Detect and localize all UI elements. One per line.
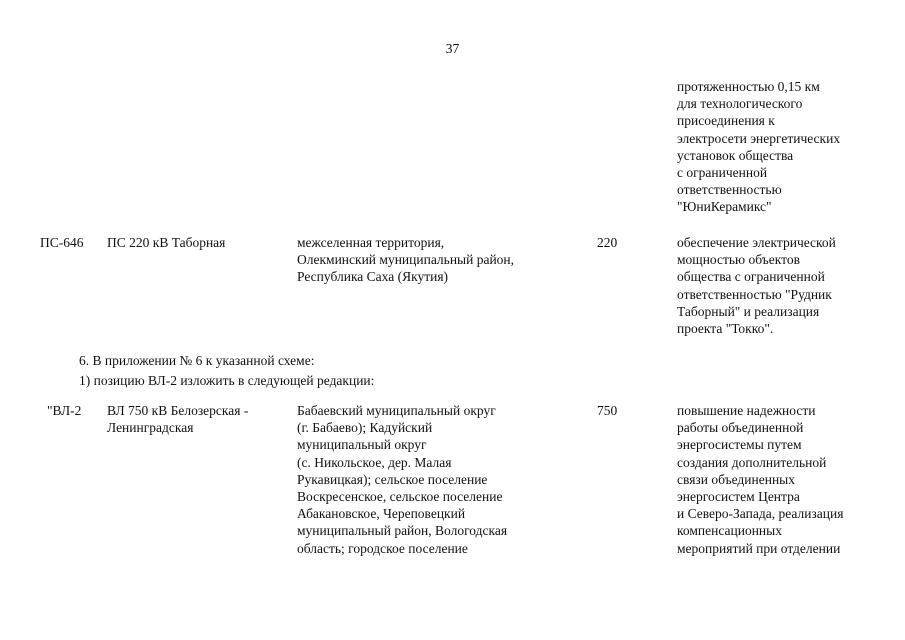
purpose-line: обеспечение электрической [677, 235, 836, 250]
continuation-purpose-cell [677, 78, 840, 216]
purpose-line: электросети энергетических [677, 130, 841, 146]
purpose-line: мероприятий при отделении [677, 540, 841, 556]
purpose-line: протяженностью 0,15 км [677, 79, 820, 94]
location-line: Рукавицкая); сельское поселение [297, 471, 488, 487]
location-line: область; городское поселение [297, 540, 468, 556]
purpose-line: общества с ограниченной [677, 269, 825, 285]
purpose-line: ответственностью "Рудник [677, 286, 832, 302]
row-vl2-name [107, 402, 248, 436]
purpose-line: установок общества [677, 147, 794, 163]
paragraph-appendix-6: 6. В приложении № 6 к указанной схеме: [79, 353, 315, 368]
location-line: Абакановское, Череповецкий [297, 506, 466, 522]
purpose-line: с ограниченной [677, 165, 768, 181]
location-line: (с. Никольское, дер. Малая [297, 454, 452, 470]
location-line: межселенная территория, [297, 235, 445, 250]
purpose-line: повышение надежности [677, 403, 816, 418]
name-line: Ленинградская [107, 420, 194, 436]
name-line: ПС 220 кВ Таборная [107, 235, 226, 250]
purpose-line: связи объединенных [677, 471, 795, 487]
purpose-line: и Северо-Запада, реализация [677, 506, 844, 522]
page-number: 37 [445, 41, 460, 56]
purpose-line: "ЮниКерамикс" [677, 199, 772, 215]
purpose-line: проекта "Токко". [677, 321, 774, 337]
row-vl2-purpose [677, 402, 843, 557]
row-vl2-code: "ВЛ-2 [47, 403, 82, 418]
row-ps646-code: ПС-646 [40, 235, 84, 250]
location-line: муниципальный округ [297, 437, 427, 453]
paragraph-position-vl2: 1) позицию ВЛ-2 изложить в следующей редакции: [79, 373, 375, 388]
purpose-line: мощностью объектов [677, 252, 800, 268]
purpose-line: присоединения к [677, 113, 775, 129]
purpose-line: ответственностью [677, 182, 782, 198]
location-line: Воскресенское, сельское поселение [297, 489, 503, 505]
purpose-line: создания дополнительной [677, 454, 827, 470]
purpose-line: работы объединенной [677, 420, 804, 436]
row-ps646-voltage: 220 [597, 235, 618, 250]
location-line: муниципальный район, Вологодская [297, 523, 508, 539]
row-ps646-location [297, 234, 514, 286]
purpose-line: для технологического [677, 96, 803, 112]
row-vl2-voltage: 750 [597, 403, 618, 418]
purpose-line: энергосистемы путем [677, 437, 802, 453]
row-vl2-location [297, 402, 507, 557]
location-line: Республика Саха (Якутия) [297, 269, 449, 285]
purpose-line: энергосистем Центра [677, 489, 800, 505]
purpose-line: компенсационных [677, 523, 782, 539]
location-line: (г. Бабаево); Кадуйский [297, 420, 433, 436]
row-ps646-purpose [677, 234, 836, 337]
name-line: ВЛ 750 кВ Белозерская - [107, 403, 249, 418]
location-line: Олекминский муниципальный район, [297, 252, 515, 268]
row-ps646-name [107, 234, 225, 251]
location-line: Бабаевский муниципальный округ [297, 403, 496, 418]
purpose-line: Таборный" и реализация [677, 303, 820, 319]
